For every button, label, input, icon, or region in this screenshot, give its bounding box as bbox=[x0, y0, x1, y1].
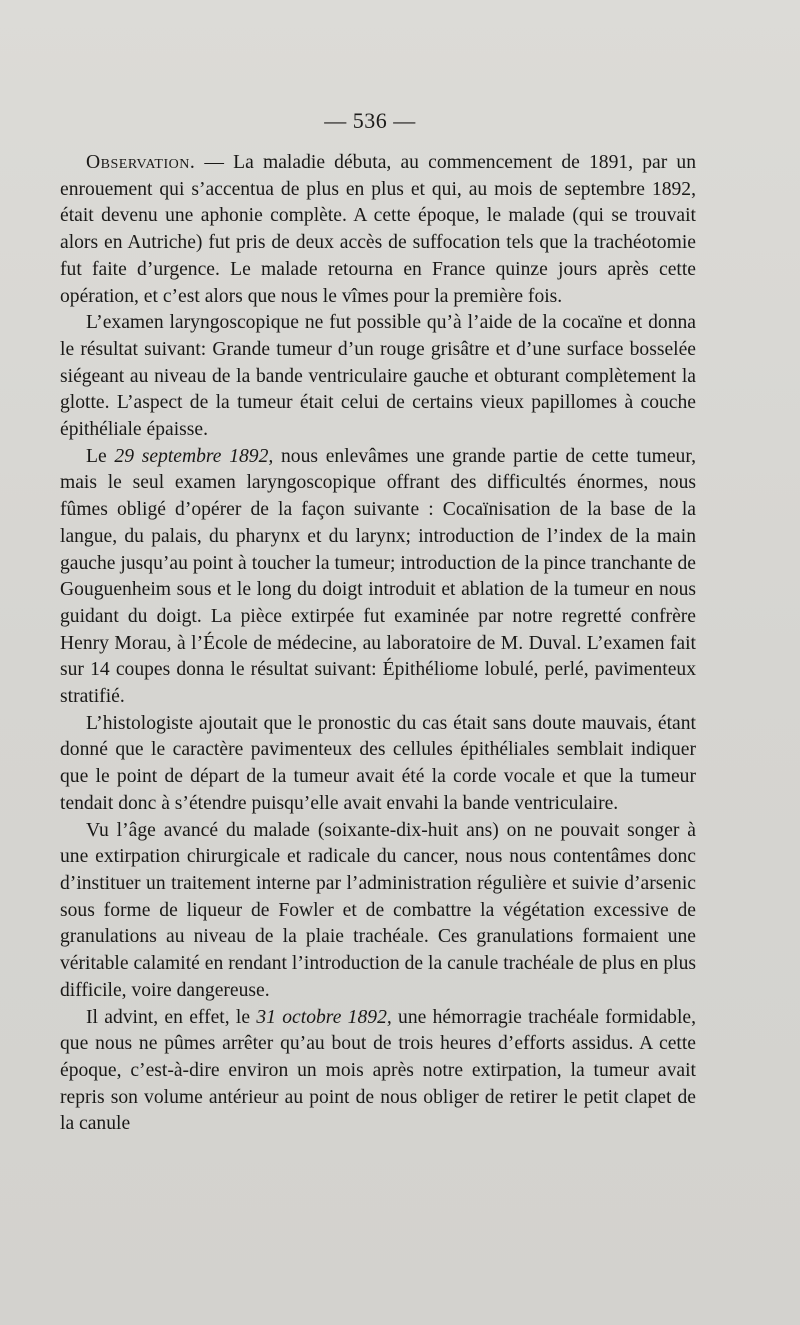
paragraph-first-operation bbox=[60, 444, 696, 711]
observation-heading: Observation. bbox=[86, 152, 196, 173]
paragraph-treatment bbox=[60, 818, 696, 1005]
date-emphasis: 31 octobre 1892, bbox=[256, 1006, 392, 1028]
paragraph-lead-text: Il advint, en effet, le bbox=[86, 1006, 257, 1028]
paragraph-histology bbox=[60, 711, 696, 818]
paragraph-hemorrhage bbox=[60, 1005, 696, 1139]
page-number: — 536 — bbox=[324, 108, 416, 133]
paragraph-text: — La maladie débuta, au commencement de 1891, par un enrouement qui s’accentua de plus en plus et qui, au mois de septembre 1892, était devenu une aphonie complète. A cette époque, le malade (qui se trouvait alors en Autriche) fut pris de deux accès de suffocation tels que la trachéotomie fut faite d’urgence. Le malade retourna en France quinze jours après cette opération, et c’est alors que nous le vîmes pour la première fois. bbox=[60, 152, 696, 307]
paragraph-text: L’examen laryngoscopique ne fut possible qu’à l’aide de la cocaïne et donna le résultat suivant: Grande tumeur d’un rouge grisâtre et d’une surface bosselée siégeant au niveau de la bande ventriculaire gauche et obturant complètement la glotte. L’aspect de la tumeur était celui de certains vieux papillomes à couche épithéliale épaisse. bbox=[60, 312, 696, 441]
paragraph-laryngoscopy bbox=[60, 310, 696, 444]
date-emphasis: 29 septembre 1892, bbox=[114, 445, 274, 467]
paragraph-text: une hémorragie trachéale formidable, que nous ne pûmes arrêter qu’au bout de trois heures d’efforts assidus. A cette époque, c’est-à-dire environ un mois après notre extirpation, la tumeur avait repris son volume antérieur au point de nous obliger de retirer le petit clapet de la canule bbox=[60, 1006, 696, 1135]
paragraph-observation bbox=[60, 150, 696, 310]
paragraph-text: Vu l’âge avancé du malade (soixante-dix-huit ans) on ne pouvait songer à une extirpation chirurgicale et radicale du cancer, nous nous contentâmes donc d’instituer un traitement interne par l’administration régulière et suivie d’arsenic sous forme de liqueur de Fowler et de combattre la végétation excessive de granulations au niveau de la plaie trachéale. Ces granulations formaient une véritable calamité en rendant l’introduction de la canule trachéale de plus en plus difficile, voire dangereuse. bbox=[60, 819, 696, 1001]
paragraph-lead-text: Le bbox=[86, 445, 115, 467]
paragraph-text: nous enlevâmes une grande partie de cette tumeur, mais le seul examen laryngoscopique offrant des difficultés énormes, nous fûmes obligé d’opérer de la façon suivante : Cocaïnisation de la base de la langue, du palais, du pharynx et du larynx; introduction de l’index de la main gauche jusqu’au point à toucher la tumeur; introduction de la pince tranchante de Gouguenheim sous et le long du doigt introduit et ablation de la tumeur en nous guidant du doigt. La pièce extirpée fut examinée par notre regretté confrère Henry Morau, à l’École de médecine, au laboratoire de M. Duval. L’examen fait sur 14 coupes donna le résultat suivant: Épithéliome lobulé, perlé, pavimenteux stratifié. bbox=[60, 445, 696, 708]
paragraph-text: L’histologiste ajoutait que le pronostic du cas était sans doute mauvais, étant donné que le caractère pavimenteux des cellules épithéliales semblait indiquer que le point de départ de la tumeur avait été la corde vocale et que la tumeur tendait donc à s’étendre puisqu’elle avait envahi la bande ventriculaire. bbox=[60, 712, 696, 814]
body-text bbox=[60, 150, 696, 1138]
